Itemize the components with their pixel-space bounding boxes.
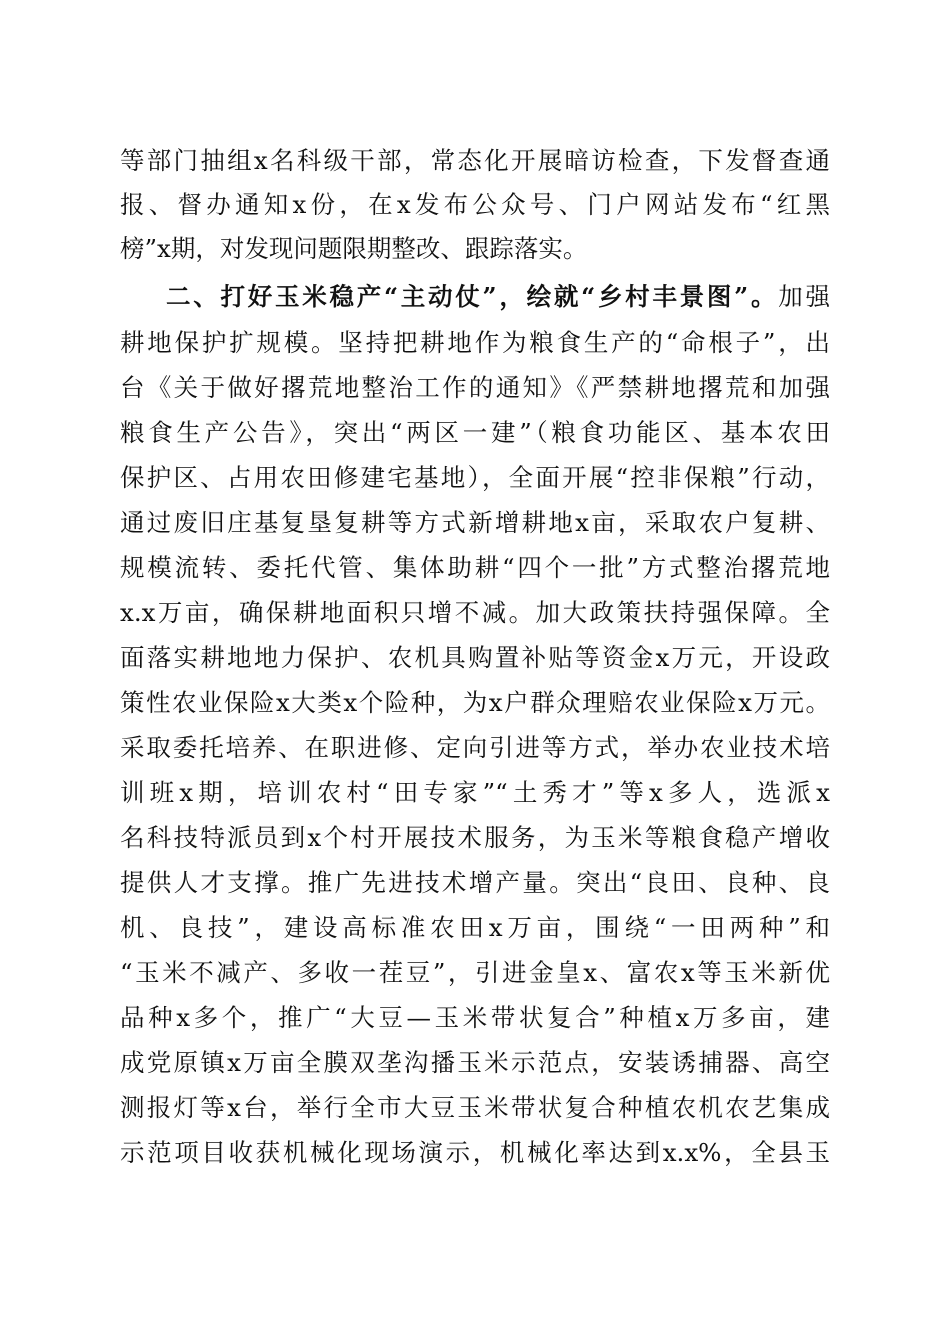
text-line: 面落实耕地地力保护、农机具购置补贴等资金x万元，开设政	[120, 643, 830, 672]
text-line: 提供人才支撑。推广先进技术增产量。突出“良田、良种、良	[120, 868, 830, 897]
text-line: 耕地保护扩规模。坚持把耕地作为粮食生产的“命根子”，出	[120, 328, 830, 357]
text-line: 粮食生产公告》，突出“两区一建”（粮食功能区、基本农田	[120, 418, 830, 447]
text-line: 榜”x期，对发现问题限期整改、跟踪落实。	[120, 234, 588, 263]
text-line: 机、良技”，建设高标准农田x万亩，围绕“一田两种”和	[120, 913, 830, 942]
text-line: 保护区、占用农田修建宅基地），全面开展“控非保粮”行动，	[120, 463, 830, 492]
text-line: 采取委托培养、在职进修、定向引进等方式，举办农业技术培	[120, 733, 830, 762]
text-line: 策性农业保险x大类x个险种，为x户群众理赔农业保险x万元。	[120, 688, 830, 717]
text-line: 加强	[778, 282, 830, 311]
section-heading-line	[166, 275, 830, 319]
text-line: 品种x多个，推广“大豆—玉米带状复合”种植x万多亩，建	[120, 1003, 830, 1032]
text-line: 通过废旧庄基复垦复耕等方式新增耕地x亩，采取农户复耕、	[120, 508, 830, 537]
text-line: 示范项目收获机械化现场演示，机械化率达到x.x%，全县玉	[120, 1138, 830, 1167]
text-line: x.x万亩，确保耕地面积只增不减。加大政策扶持强保障。全	[120, 598, 830, 627]
text-line: “玉米不减产、多收一茬豆”，引进金皇x、富农x等玉米新优	[120, 958, 830, 987]
text-line: 名科技特派员到x个村开展技术服务，为玉米等粮食稳产增收	[120, 823, 830, 852]
text-line: 台《关于做好撂荒地整治工作的通知》《严禁耕地撂荒和加强	[120, 373, 830, 402]
text-line: 规模流转、委托代管、集体助耕“四个一批”方式整治撂荒地	[120, 553, 830, 582]
section-heading: 二、打好玉米稳产“主动仗”，绘就“乡村丰景图”。	[166, 282, 779, 311]
text-line: 等部门抽组x名科级干部，常态化开展暗访检查，下发督查通	[120, 146, 830, 175]
text-line: 测报灯等x台，举行全市大豆玉米带状复合种植农机农艺集成	[120, 1093, 830, 1122]
text-line: 成党原镇x万亩全膜双垄沟播玉米示范点，安装诱捕器、高空	[120, 1048, 830, 1077]
text-line: 训班x期，培训农村“田专家”“土秀才”等x多人，选派x	[120, 778, 830, 807]
text-line: 报、督办通知x份，在x发布公众号、门户网站发布“红黑	[120, 190, 830, 219]
